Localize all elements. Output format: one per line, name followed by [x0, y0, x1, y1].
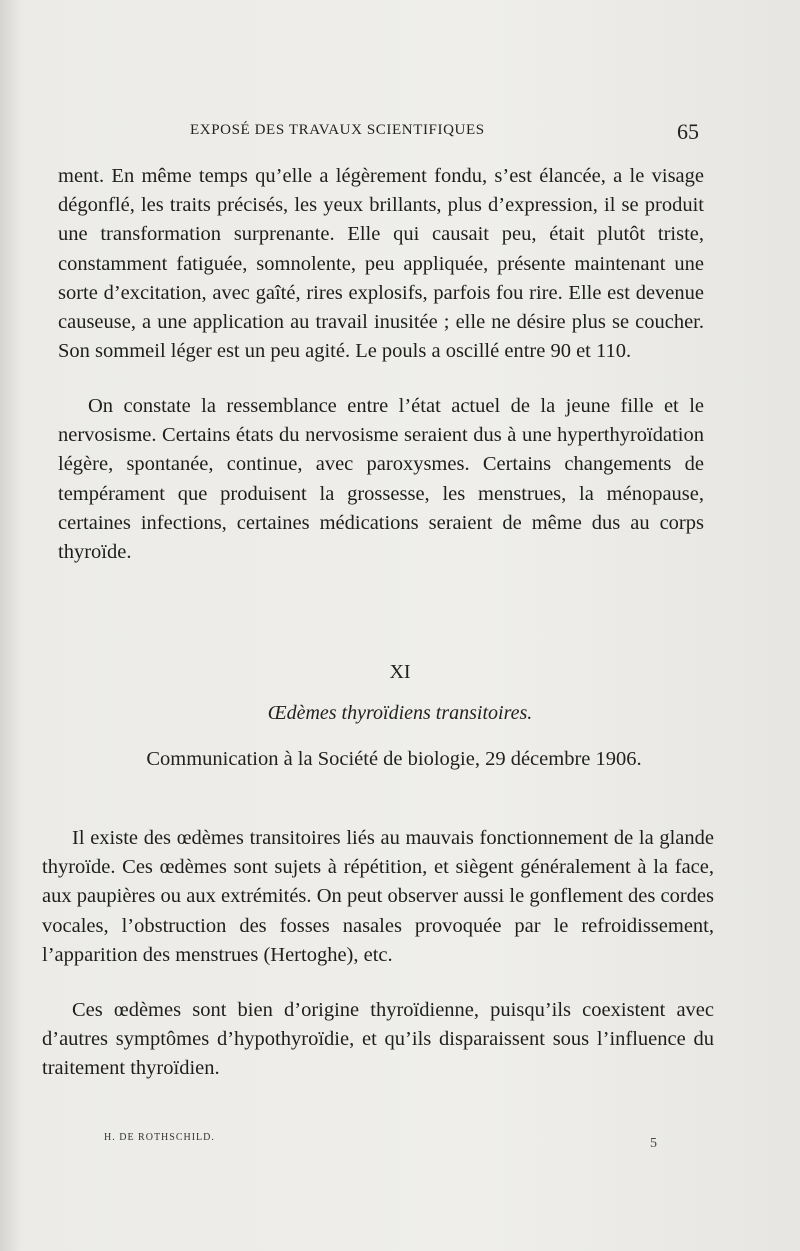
communication-line: Communication à la Société de biologie, 29 décembre 1906.: [146, 748, 642, 770]
paragraph-oedemes: [42, 824, 714, 970]
paragraph: ment. En même temps qu’elle a légèrement fondu, s’est élancée, a le visage dégonflé, les traits précisés, les yeux brillants, plus d’expression, il se produit une transformation surprenante. Elle qui causait peu, était plutôt triste, constamment fatiguée, somnolente, peu appliquée, présente maintenant une sorte d’excitation, avec gaîté, rires explosifs, parfois fou rire. Elle est devenue causeuse, a une application au travail inusitée ; elle ne désire plus se coucher. Son sommeil léger est un peu agité. Le pouls a oscillé entre 90 et 110.: [58, 165, 704, 363]
section-number: XI: [389, 661, 411, 683]
paragraph-origine: [42, 996, 714, 1084]
paragraph: Il existe des œdèmes transitoires liés au mauvais fonctionnement de la glande thyroïde. Ces œdèmes sont sujets à répétition, et siègent généralement à la face, aux paupières ou aux extrémités. On peut observer aussi le gonflement des cordes vocales, l’obstruction des fosses nasales provoquée par le refroidissement, l’apparition des menstrues (Hertoghe), etc.: [42, 827, 714, 966]
paragraph: Ces œdèmes sont bien d’origine thyroïdienne, puisqu’ils coexistent avec d’autres symptômes d’hypothyroïdie, et qu’ils disparaissent sous l’influence du traitement thyroïdien.: [42, 999, 714, 1080]
paragraph-continuation: [58, 162, 704, 366]
running-head: EXPOSÉ DES TRAVAUX SCIENTIFIQUES: [190, 122, 485, 138]
signature-number: 5: [650, 1136, 657, 1151]
paragraph: On constate la ressemblance entre l’état actuel de la jeune fille et le nervosisme. Certains états du nervosisme seraient dus à une hyperthyroïdation légère, spontanée, continue, avec paroxysmes. Certains changements de tempérament que produisent la grossesse, les menstrues, la ménopause, certaines infections, certaines médications seraient de même dus au corps thyroïde.: [58, 395, 704, 564]
page-number: 65: [677, 119, 699, 144]
paragraph-nervosisme: [58, 392, 704, 567]
page-header: [0, 119, 800, 146]
signature-line: H. DE ROTHSCHILD.: [104, 1132, 215, 1143]
section-title: Œdèmes thyroïdiens transitoires.: [267, 702, 533, 724]
